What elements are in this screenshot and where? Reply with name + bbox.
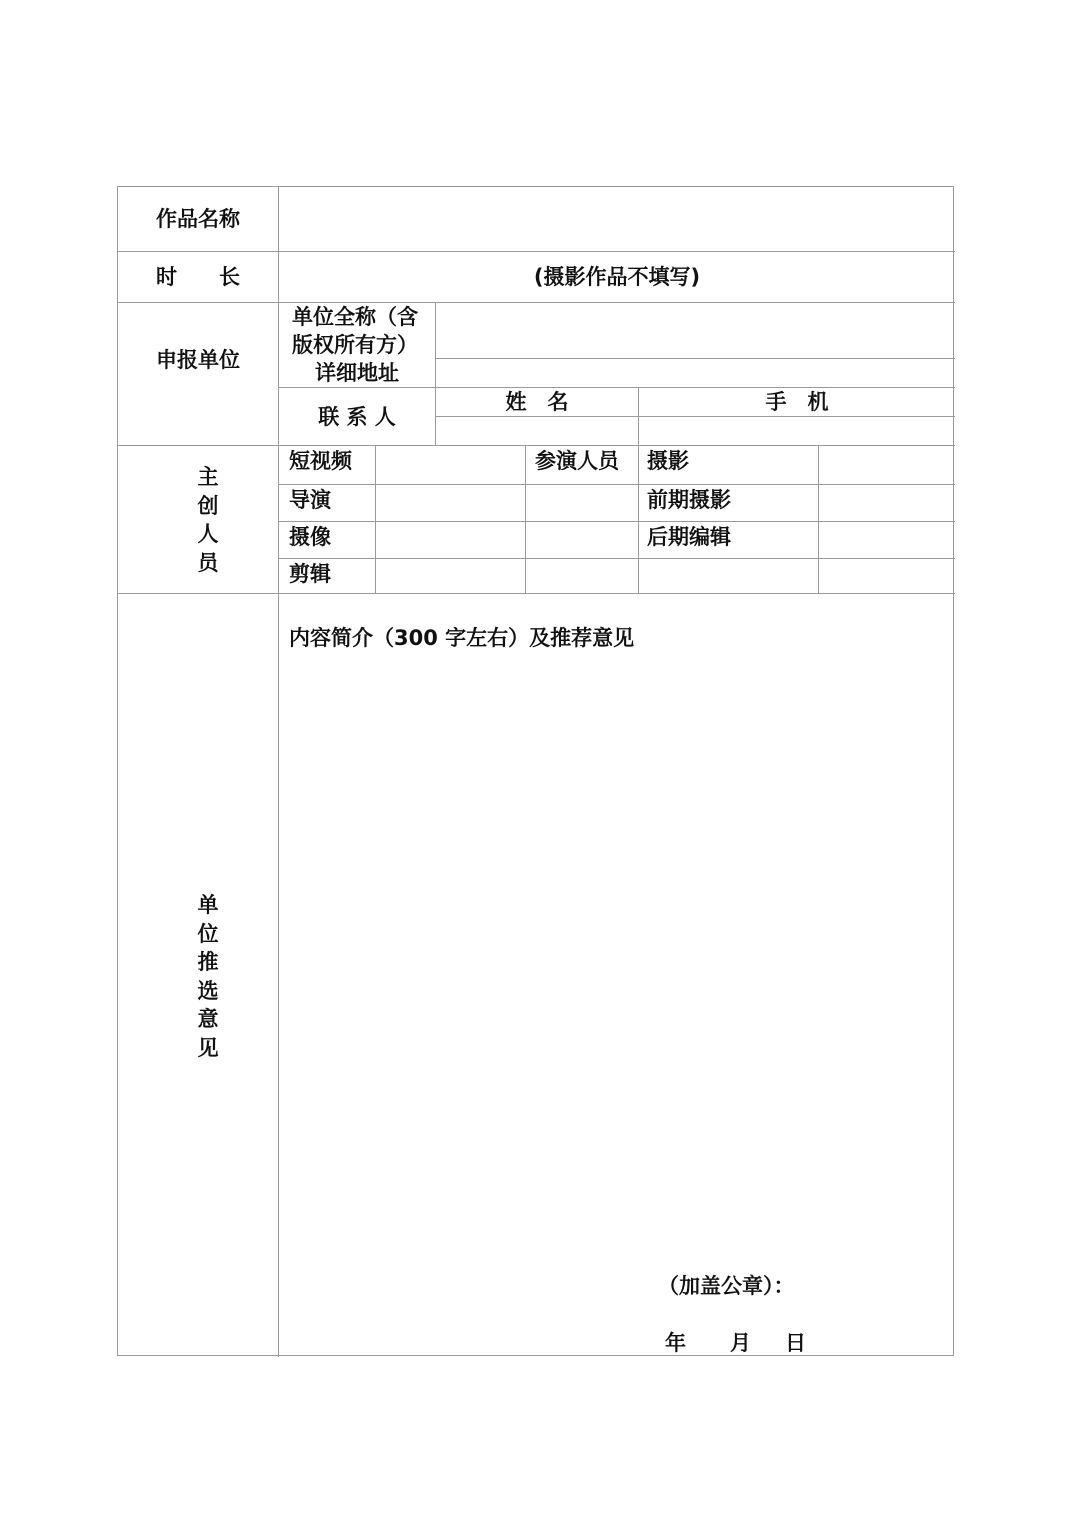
row-divider — [279, 558, 955, 559]
work-name-field[interactable] — [279, 187, 955, 251]
creators-label: 主 创 人 员 — [197, 465, 219, 575]
recommend-label: 单 位 推 选 意 见 — [197, 893, 219, 1060]
creator-role-cast: 参演人员 — [535, 449, 619, 473]
address-label: 详细地址 — [315, 361, 399, 385]
column-divider — [638, 445, 639, 593]
row-divider — [118, 593, 955, 594]
recommend-prompt: 内容简介（300 字左右）及推荐意见 — [289, 626, 635, 650]
row-divider — [118, 251, 955, 252]
creator-role-pre-shooting: 前期摄影 — [647, 488, 731, 512]
creator-role-post-editing: 后期编辑 — [647, 525, 731, 549]
column-divider — [525, 445, 526, 593]
work-name-label: 作品名称 — [156, 207, 240, 231]
unit-fullname-label-line2: 版权所有方） — [292, 333, 418, 357]
date-year: 年 — [665, 1331, 686, 1355]
address-field[interactable] — [436, 359, 955, 387]
creator-role-photography: 摄影 — [647, 449, 689, 473]
creator-role-camera: 摄像 — [289, 525, 331, 549]
contact-label: 联 系 人 — [318, 405, 396, 429]
recommend-text-area[interactable] — [279, 657, 955, 1257]
column-divider — [818, 445, 819, 593]
row-divider — [279, 521, 955, 522]
duration-note: (摄影作品不填写) — [533, 265, 701, 289]
contact-phone-field[interactable] — [639, 417, 955, 445]
creator-role-editing: 剪辑 — [289, 562, 331, 586]
row-divider — [279, 484, 955, 485]
row-divider — [118, 445, 955, 446]
contact-name-header: 姓 名 — [505, 390, 569, 414]
creator-role-short-video: 短视频 — [289, 449, 352, 473]
date-month: 月 — [730, 1331, 751, 1355]
seal-label: （加盖公章）： — [658, 1274, 795, 1298]
date-day: 日 — [785, 1331, 806, 1355]
unit-fullname-field[interactable] — [436, 303, 955, 358]
applicant-label: 申报单位 — [156, 348, 240, 372]
duration-label: 时 长 — [156, 265, 240, 289]
recommendation-form — [117, 186, 954, 1356]
column-divider — [375, 445, 376, 593]
contact-name-field[interactable] — [436, 417, 638, 445]
contact-phone-header: 手 机 — [765, 390, 829, 414]
creator-role-director: 导演 — [289, 488, 331, 512]
unit-fullname-label-line1: 单位全称（含 — [292, 305, 418, 329]
